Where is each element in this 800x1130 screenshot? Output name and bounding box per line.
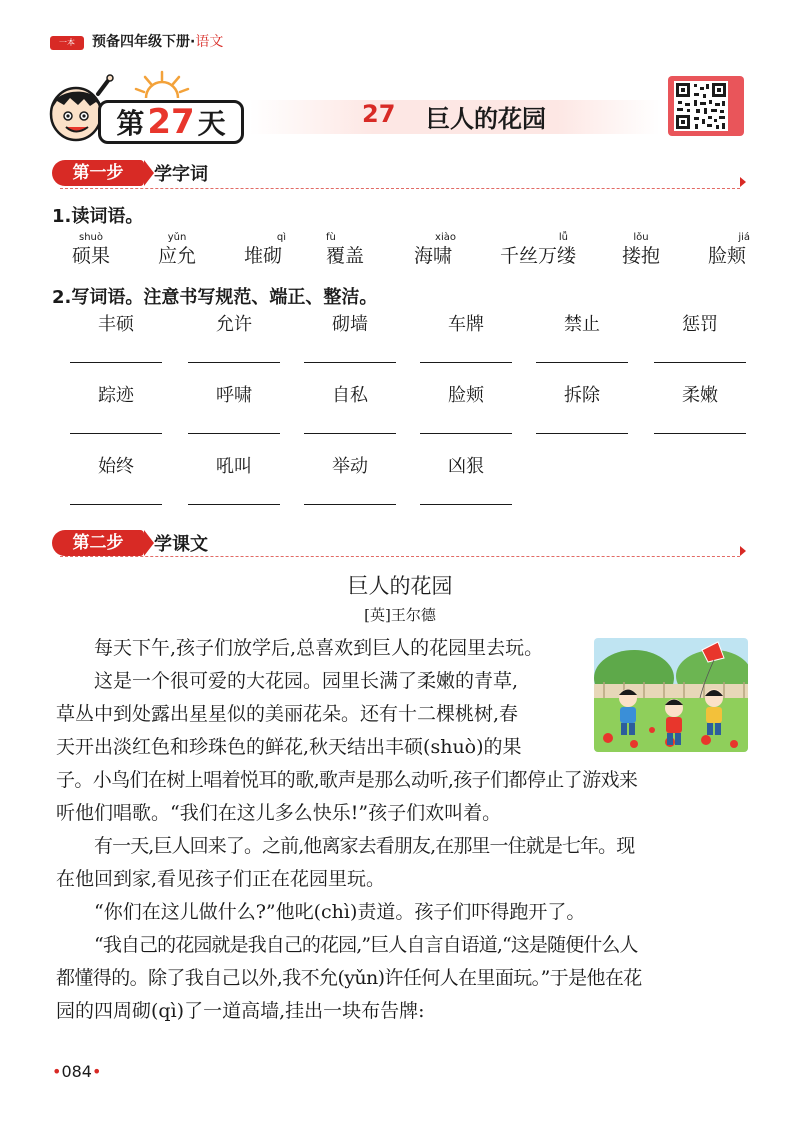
article-line: 园的四周砌(qì)了一道高墙,挂出一块布告牌:	[56, 1000, 425, 1022]
write-line[interactable]	[536, 362, 628, 363]
write-word: 自私	[332, 385, 368, 406]
write-line[interactable]	[188, 362, 280, 363]
day-suffix: 天	[197, 107, 226, 140]
write-word: 允许	[216, 314, 252, 335]
write-cell[interactable]	[536, 385, 628, 434]
write-word: 丰硕	[98, 314, 134, 335]
article-title: 巨人的花园	[347, 574, 453, 598]
write-word: 始终	[98, 456, 134, 477]
step-two-marker	[740, 546, 746, 556]
article-line: 听他们唱歌。“我们在这儿多么快乐!”孩子们欢叫着。	[56, 802, 502, 824]
write-word: 柔嫩	[682, 385, 718, 406]
write-line[interactable]	[304, 362, 396, 363]
write-line[interactable]	[304, 504, 396, 505]
qr-code-icon	[674, 81, 728, 131]
write-cell[interactable]	[70, 456, 162, 505]
write-cell[interactable]	[188, 385, 280, 434]
write-line[interactable]	[70, 362, 162, 363]
day-prefix: 第	[116, 107, 145, 140]
article-line: 这是一个很可爱的大花园。园里长满了柔嫩的青草,	[94, 670, 519, 692]
qr-code[interactable]	[668, 76, 744, 136]
write-word: 惩罚	[682, 314, 718, 335]
word-item	[612, 232, 670, 268]
word-item	[148, 232, 206, 268]
write-cell[interactable]	[420, 456, 512, 505]
write-line[interactable]	[304, 433, 396, 434]
book-name: 预备四年级下册	[92, 34, 190, 50]
article-line: 在他回到家,看见孩子们正在花园里玩。	[56, 868, 386, 890]
write-line[interactable]	[420, 504, 512, 505]
write-line[interactable]	[188, 504, 280, 505]
article-line: 都懂得的。除了我自己以外,我不允(yǔn)许任何人在里面玩。”于是他在花	[56, 967, 642, 989]
write-cell[interactable]	[420, 385, 512, 434]
write-cell[interactable]	[304, 456, 396, 505]
day-badge	[98, 100, 244, 144]
header-dot: ·	[190, 34, 196, 50]
write-line[interactable]	[70, 504, 162, 505]
step-one-tag: 第一步	[52, 160, 144, 186]
write-cell[interactable]	[188, 456, 280, 505]
write-cell[interactable]	[654, 314, 746, 363]
write-line[interactable]	[654, 433, 746, 434]
word-text: 海啸	[413, 245, 452, 267]
step-two-label: 学课文	[154, 534, 208, 555]
write-cell[interactable]	[70, 385, 162, 434]
word-item	[490, 232, 586, 268]
page-number-text: 084	[61, 1062, 92, 1081]
write-cell[interactable]	[188, 314, 280, 363]
subject-name: 语文	[195, 34, 224, 50]
article-line: “我自己的花园就是我自己的花园,”巨人自言自语道,“这是随便什么人	[94, 934, 638, 956]
lesson-title: 巨人的花园	[426, 105, 546, 133]
article-line: 子。小鸟们在树上唱着悦耳的歌,歌声是那么动听,孩子们都停止了游戏来	[56, 769, 638, 791]
word-text: 脸颊	[707, 245, 746, 267]
write-cell[interactable]	[304, 314, 396, 363]
word-pinyin: yǔn	[167, 232, 187, 243]
article-line: “你们在这儿做什么?”他叱(chì)责道。孩子们吓得跑开了。	[94, 901, 586, 923]
brand-logo: 一本	[50, 36, 84, 50]
day-number: 27	[147, 102, 195, 142]
write-word: 车牌	[448, 314, 484, 335]
word-pinyin: fù	[326, 232, 336, 243]
write-line[interactable]	[420, 362, 512, 363]
article-line: 天开出淡红色和珍珠色的鲜花,秋天结出丰硕(shuò)的果	[56, 736, 522, 758]
q1-label: 1.读词语。	[52, 206, 144, 227]
word-item	[698, 232, 756, 268]
write-line[interactable]	[654, 362, 746, 363]
write-word: 吼叫	[216, 456, 252, 477]
word-item	[404, 232, 462, 268]
word-pinyin: jiá	[738, 232, 750, 243]
write-cell[interactable]	[536, 314, 628, 363]
word-pinyin: xiào	[435, 232, 456, 243]
word-item	[316, 232, 374, 268]
word-pinyin: shuò	[78, 232, 103, 243]
article-line: 草丛中到处露出星星似的美丽花朵。还有十二棵桃树,春	[56, 703, 519, 725]
write-cell[interactable]	[70, 314, 162, 363]
write-cell[interactable]	[654, 385, 746, 434]
write-line[interactable]	[70, 433, 162, 434]
step-one-marker	[740, 177, 746, 187]
word-text: 应允	[157, 245, 196, 267]
word-pinyin: qì	[276, 232, 286, 243]
write-word: 拆除	[564, 385, 600, 406]
word-text: 搂抱	[621, 245, 660, 267]
article-author: [英]王尔德	[364, 606, 436, 624]
word-text: 千丝万缕	[499, 245, 576, 267]
word-text: 覆盖	[325, 245, 364, 267]
page-number	[52, 1062, 101, 1081]
word-item	[62, 232, 120, 268]
word-text: 硕果	[71, 245, 110, 267]
q2-label: 2.写词语。注意书写规范、端正、整洁。	[52, 287, 378, 308]
lesson-number: 27	[362, 100, 396, 128]
step-one-divider	[60, 188, 740, 189]
write-word: 呼啸	[216, 385, 252, 406]
write-line[interactable]	[188, 433, 280, 434]
word-pinyin: lǒu	[633, 232, 649, 243]
word-item	[234, 232, 292, 268]
word-text: 堆砌	[243, 245, 282, 267]
word-pinyin: lǚ	[558, 232, 568, 243]
write-word: 禁止	[564, 314, 600, 335]
step-two-divider	[60, 556, 740, 557]
article-line: 每天下午,孩子们放学后,总喜欢到巨人的花园里去玩。	[94, 637, 544, 659]
write-word: 砌墙	[332, 314, 368, 335]
sun-rays-icon	[132, 70, 192, 100]
write-word: 踪迹	[98, 385, 134, 406]
article-body	[56, 632, 748, 1028]
write-word: 举动	[332, 456, 368, 477]
write-word: 凶狠	[448, 456, 484, 477]
write-word: 脸颊	[448, 385, 484, 406]
article-line: 有一天,巨人回来了。之前,他离家去看朋友,在那里一住就是七年。现	[94, 835, 635, 857]
write-line[interactable]	[420, 433, 512, 434]
write-cell[interactable]	[420, 314, 512, 363]
step-two-tag: 第二步	[52, 530, 144, 556]
book-header	[92, 31, 223, 51]
write-line[interactable]	[536, 433, 628, 434]
step-one-label: 学字词	[154, 164, 208, 185]
write-cell[interactable]	[304, 385, 396, 434]
